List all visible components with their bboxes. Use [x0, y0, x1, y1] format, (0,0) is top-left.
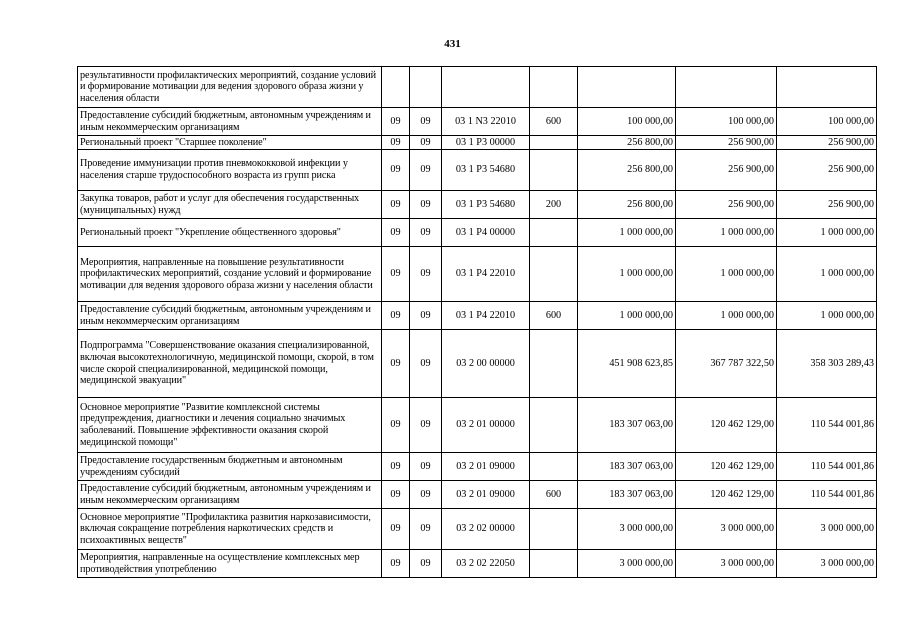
target-article-code: 03 2 01 09000 [442, 453, 530, 481]
expense-type-code [530, 330, 578, 398]
amount-year-1: 1 000 000,00 [578, 302, 676, 330]
amount-year-1: 451 908 623,85 [578, 330, 676, 398]
amount-year-3: 110 544 001,86 [777, 453, 877, 481]
expense-type-code [530, 150, 578, 191]
amount-year-2: 120 462 129,00 [676, 453, 777, 481]
table-row [78, 219, 877, 247]
amount-year-2: 3 000 000,00 [676, 550, 777, 578]
row-name: Региональный проект "Старшее поколение" [78, 136, 382, 150]
expense-type-code: 200 [530, 191, 578, 219]
target-article-code [442, 67, 530, 108]
row-name: Мероприятия, направленные на повышение результативности профилактических мероприятий, создание условий и формирование мотивации для ведения здорового образа жизни у населения области [78, 247, 382, 302]
table-row [78, 247, 877, 302]
amount-year-2: 256 900,00 [676, 191, 777, 219]
section-code: 09 [382, 453, 410, 481]
amount-year-1: 256 800,00 [578, 136, 676, 150]
amount-year-3: 110 544 001,86 [777, 481, 877, 509]
amount-year-1: 1 000 000,00 [578, 219, 676, 247]
amount-year-3: 256 900,00 [777, 150, 877, 191]
amount-year-1: 1 000 000,00 [578, 247, 676, 302]
row-name: Мероприятия, направленные на осуществление комплексных мер противодействия употреблению [78, 550, 382, 578]
section-code: 09 [382, 136, 410, 150]
section-code: 09 [382, 108, 410, 136]
amount-year-2: 1 000 000,00 [676, 219, 777, 247]
amount-year-1: 256 800,00 [578, 150, 676, 191]
target-article-code: 03 1 N3 22010 [442, 108, 530, 136]
section-code [382, 67, 410, 108]
amount-year-1: 100 000,00 [578, 108, 676, 136]
table-row [78, 67, 877, 108]
section-code: 09 [382, 330, 410, 398]
target-article-code: 03 2 02 00000 [442, 509, 530, 550]
section-code: 09 [382, 191, 410, 219]
table-row [78, 150, 877, 191]
row-name: Закупка товаров, работ и услуг для обеспечения государственных (муниципальных) нужд [78, 191, 382, 219]
target-article-code: 03 1 P3 54680 [442, 191, 530, 219]
expense-type-code [530, 509, 578, 550]
amount-year-3: 1 000 000,00 [777, 219, 877, 247]
target-article-code: 03 1 P3 00000 [442, 136, 530, 150]
amount-year-2: 120 462 129,00 [676, 481, 777, 509]
amount-year-3: 3 000 000,00 [777, 550, 877, 578]
subsection-code: 09 [410, 136, 442, 150]
subsection-code: 09 [410, 150, 442, 191]
target-article-code: 03 2 00 00000 [442, 330, 530, 398]
amount-year-3: 3 000 000,00 [777, 509, 877, 550]
target-article-code: 03 1 P4 00000 [442, 219, 530, 247]
table-row [78, 191, 877, 219]
amount-year-3: 256 900,00 [777, 191, 877, 219]
row-name: Подпрограмма "Совершенствование оказания специализированной, включая высокотехнологичную, медицинской помощи, скорой, в том числе скорой специализированной, медицинской помощи, медицинской эвакуации" [78, 330, 382, 398]
section-code: 09 [382, 219, 410, 247]
amount-year-3 [777, 67, 877, 108]
subsection-code: 09 [410, 398, 442, 453]
amount-year-3: 256 900,00 [777, 136, 877, 150]
table-row [78, 398, 877, 453]
amount-year-3: 110 544 001,86 [777, 398, 877, 453]
amount-year-2: 3 000 000,00 [676, 509, 777, 550]
expense-type-code [530, 398, 578, 453]
row-name: Основное мероприятие "Профилактика развития наркозависимости, включая сокращение потребления наркотических средств и психоактивных веществ" [78, 509, 382, 550]
amount-year-1: 3 000 000,00 [578, 509, 676, 550]
table-row [78, 330, 877, 398]
row-name: Предоставление субсидий бюджетным, автономным учреждениям и иным некоммерческим организациям [78, 108, 382, 136]
section-code: 09 [382, 302, 410, 330]
expense-type-code [530, 67, 578, 108]
amount-year-1 [578, 67, 676, 108]
table-row [78, 550, 877, 578]
section-code: 09 [382, 509, 410, 550]
row-name: Предоставление субсидий бюджетным, автономным учреждениям и иным некоммерческим организациям [78, 481, 382, 509]
amount-year-2: 120 462 129,00 [676, 398, 777, 453]
row-name: Предоставление государственным бюджетным и автономным учреждениям субсидий [78, 453, 382, 481]
expense-type-code: 600 [530, 481, 578, 509]
amount-year-2: 256 900,00 [676, 136, 777, 150]
expense-type-code: 600 [530, 302, 578, 330]
expense-type-code: 600 [530, 108, 578, 136]
row-name: Региональный проект "Укрепление общественного здоровья" [78, 219, 382, 247]
subsection-code: 09 [410, 453, 442, 481]
amount-year-1: 183 307 063,00 [578, 481, 676, 509]
section-code: 09 [382, 247, 410, 302]
expense-type-code [530, 550, 578, 578]
table-row [78, 453, 877, 481]
row-name: Основное мероприятие "Развитие комплексной системы предупреждения, диагностики и лечения социально значимых заболеваний. Повышение эффективности оказания скорой медицинской помощи" [78, 398, 382, 453]
expense-type-code [530, 136, 578, 150]
section-code: 09 [382, 150, 410, 191]
amount-year-2: 1 000 000,00 [676, 302, 777, 330]
subsection-code [410, 67, 442, 108]
section-code: 09 [382, 481, 410, 509]
budget-table [77, 66, 877, 578]
amount-year-1: 256 800,00 [578, 191, 676, 219]
table-row [78, 108, 877, 136]
subsection-code: 09 [410, 509, 442, 550]
table-body [78, 67, 877, 578]
amount-year-1: 3 000 000,00 [578, 550, 676, 578]
subsection-code: 09 [410, 219, 442, 247]
table-row [78, 136, 877, 150]
table-row [78, 481, 877, 509]
expense-type-code [530, 219, 578, 247]
row-name: Предоставление субсидий бюджетным, автономным учреждениям и иным некоммерческим организациям [78, 302, 382, 330]
target-article-code: 03 1 P4 22010 [442, 302, 530, 330]
subsection-code: 09 [410, 550, 442, 578]
expense-type-code [530, 247, 578, 302]
subsection-code: 09 [410, 302, 442, 330]
amount-year-1: 183 307 063,00 [578, 453, 676, 481]
amount-year-3: 1 000 000,00 [777, 302, 877, 330]
table-row [78, 509, 877, 550]
target-article-code: 03 1 P3 54680 [442, 150, 530, 191]
target-article-code: 03 2 01 09000 [442, 481, 530, 509]
section-code: 09 [382, 550, 410, 578]
target-article-code: 03 1 P4 22010 [442, 247, 530, 302]
amount-year-2: 367 787 322,50 [676, 330, 777, 398]
table-row [78, 302, 877, 330]
amount-year-3: 100 000,00 [777, 108, 877, 136]
subsection-code: 09 [410, 481, 442, 509]
section-code: 09 [382, 398, 410, 453]
subsection-code: 09 [410, 247, 442, 302]
amount-year-2 [676, 67, 777, 108]
expense-type-code [530, 453, 578, 481]
amount-year-3: 358 303 289,43 [777, 330, 877, 398]
amount-year-2: 256 900,00 [676, 150, 777, 191]
amount-year-2: 100 000,00 [676, 108, 777, 136]
subsection-code: 09 [410, 191, 442, 219]
target-article-code: 03 2 02 22050 [442, 550, 530, 578]
page-number: 431 [444, 38, 461, 50]
amount-year-1: 183 307 063,00 [578, 398, 676, 453]
subsection-code: 09 [410, 330, 442, 398]
amount-year-3: 1 000 000,00 [777, 247, 877, 302]
row-name: Проведение иммунизации против пневмококковой инфекции у населения старше трудоспособного возраста из групп риска [78, 150, 382, 191]
subsection-code: 09 [410, 108, 442, 136]
target-article-code: 03 2 01 00000 [442, 398, 530, 453]
amount-year-2: 1 000 000,00 [676, 247, 777, 302]
row-name: результативности профилактических мероприятий, создание условий и формирование мотивации для ведения здорового образа жизни у населения области [78, 67, 382, 108]
